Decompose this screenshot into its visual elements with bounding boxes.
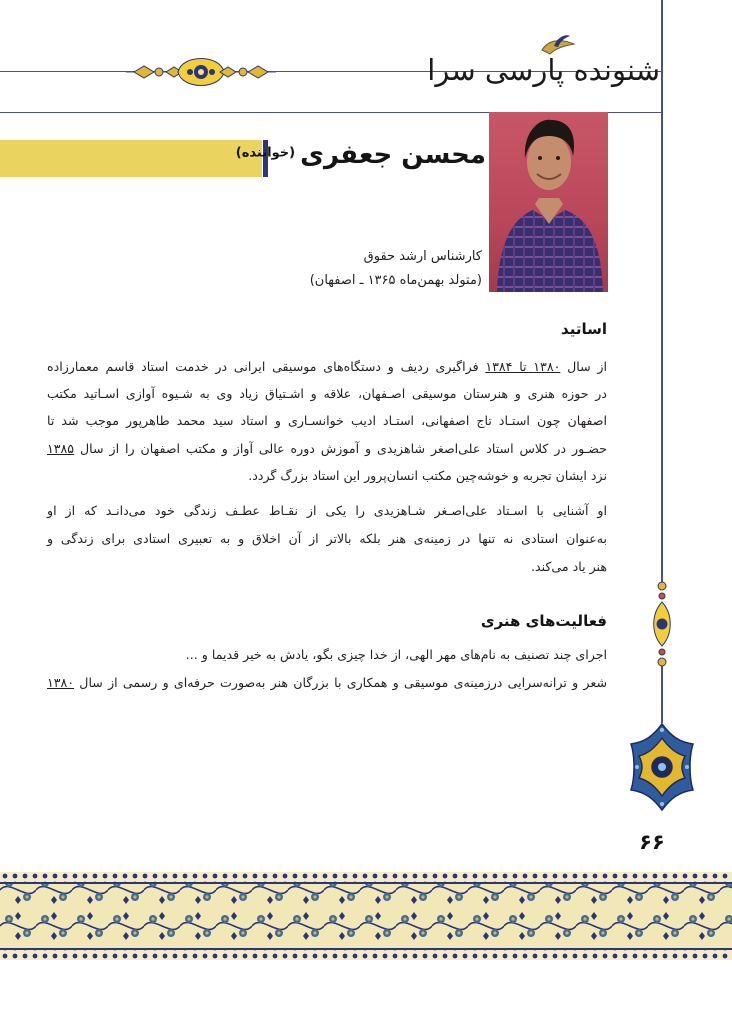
page-number: ۶۶ — [639, 830, 665, 854]
teachers-heading: اساتید — [561, 320, 607, 338]
title-bar — [0, 140, 262, 177]
teachers-line-1: از سال ۱۳۸۰ تا ۱۳۸۴ فراگیری ردیف و دستگاه‌های موسیقی ایرانی در خدمت استاد قاسم معمارزاده — [47, 359, 607, 374]
teachers-line-3: اصفهان چون استـاد تاج اصفهانی، استـاد ادیب خوانسـاری و استاد سید محمد طاهرپور موجب شد تا — [47, 413, 607, 428]
person-heading — [235, 140, 486, 180]
teachers-line-5: نزد ایشان تجربه و خوشه‌چین مکتب انسان‌پرور این استاد بزرگ گردد. — [248, 468, 607, 483]
teachers-line-8: هنر یاد می‌کند. — [531, 559, 607, 574]
teachers-line-2: در حوزه هنری و هنرستان موسیقی اصـفهان، علاقه و اشـتیاق زیاد وی به شـیوه آوازی اسـاتید مکتب — [47, 386, 607, 401]
series-title: شنونده پارسی سرا — [427, 53, 660, 87]
bottom-border-pattern-icon — [0, 872, 732, 960]
activities-line-1: اجرای چند تصنیف به نام‌های مهر الهی، از خدا چیزی بگو، یادش به خیر قدیما و ... — [185, 647, 607, 662]
person-degree: کارشناس ارشد حقوق — [363, 249, 482, 264]
person-birth: (متولد بهمن‌ماه ۱۳۶۵ ـ اصفهان) — [309, 273, 482, 288]
header-ornament-icon — [126, 48, 276, 96]
person-name: محسن جعفری — [300, 140, 486, 170]
tile-ornament-icon — [619, 722, 705, 812]
vertical-rule-lower — [661, 665, 663, 723]
vertical-rule — [661, 0, 663, 582]
activities-heading: فعالیت‌های هنری — [480, 612, 607, 630]
teachers-line-6: او آشنایی با اسـتاد علی‌اصـغر شـاهزیدی را یکی از نقـاط عطـف زندگی خود می‌دانـد که از او — [47, 503, 607, 518]
person-silhouette-icon — [489, 112, 608, 292]
teachers-line-7: به‌عنوان استادی نه تنها در زمینه‌ی هنر بلکه بالاتر از آن اخلاق و به تعبیری استادی برای زندگی و — [47, 531, 607, 546]
side-medallion-icon — [651, 580, 673, 668]
activities-line-2: شعر و ترانه‌سرایی درزمینه‌ی موسیقی و همکاری با بزرگان هنر به‌صورت حرفه‌ای و رسمی از سال ۱۳۸۰ — [47, 675, 607, 690]
bird-icon — [540, 34, 576, 56]
person-role: (خواننده) — [235, 145, 296, 161]
teachers-line-4: حضـور در کلاس استاد علی‌اصغر شاهزیدی و آموزش دوره عالی آواز و مکتب اصفهان را از سال ۱۳۸۵ — [47, 441, 607, 456]
portrait-photo — [489, 112, 608, 292]
